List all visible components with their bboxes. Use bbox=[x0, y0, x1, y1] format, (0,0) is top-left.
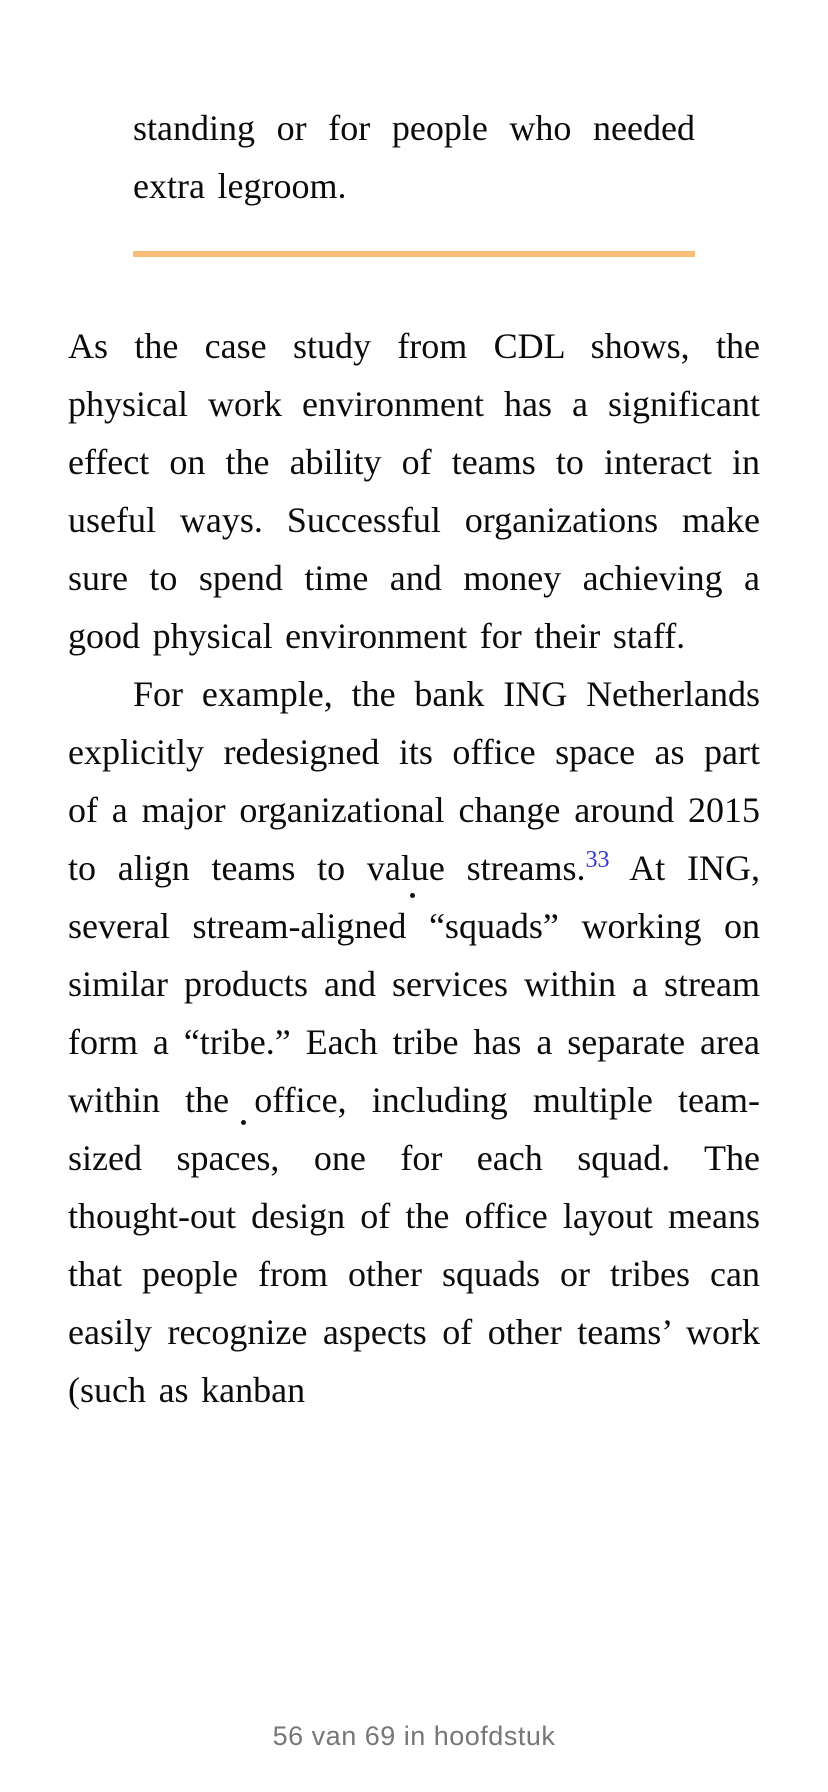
paragraph-text: At ING, several stream-aligned “squads” working on similar products and services within a stream form a “tribe.” Each tribe has a separate area within the office, including multiple team-sized spaces, one for each squad. The thought-out design of the office layout means that people from other squads or tribes can easily recognize aspects of other teams’ work (such as kanban bbox=[68, 848, 761, 1410]
annotation-dot bbox=[241, 1120, 246, 1125]
paragraph: As the case study from CDL shows, the physical work environment has a significant effect on the ability of teams to interact in useful ways. Successful organizations make sure to spend time and money achieving a good physical environment for their staff. bbox=[68, 326, 760, 656]
annotation-dot bbox=[410, 893, 415, 898]
section-divider bbox=[133, 251, 695, 257]
paragraph bbox=[68, 665, 760, 1419]
body-text-column bbox=[68, 317, 760, 1419]
footnote-link-33[interactable]: 33 bbox=[585, 847, 610, 873]
paragraph-text: For example, the bank ING Netherlands explicitly redesigned its office space as part of a major organizational change around 2015 to align teams to value streams. bbox=[68, 674, 760, 888]
quote-block: standing or for people who needed extra legroom. bbox=[133, 108, 695, 206]
page-progress-label: 56 van 69 in hoofdstuk bbox=[272, 1721, 556, 1751]
